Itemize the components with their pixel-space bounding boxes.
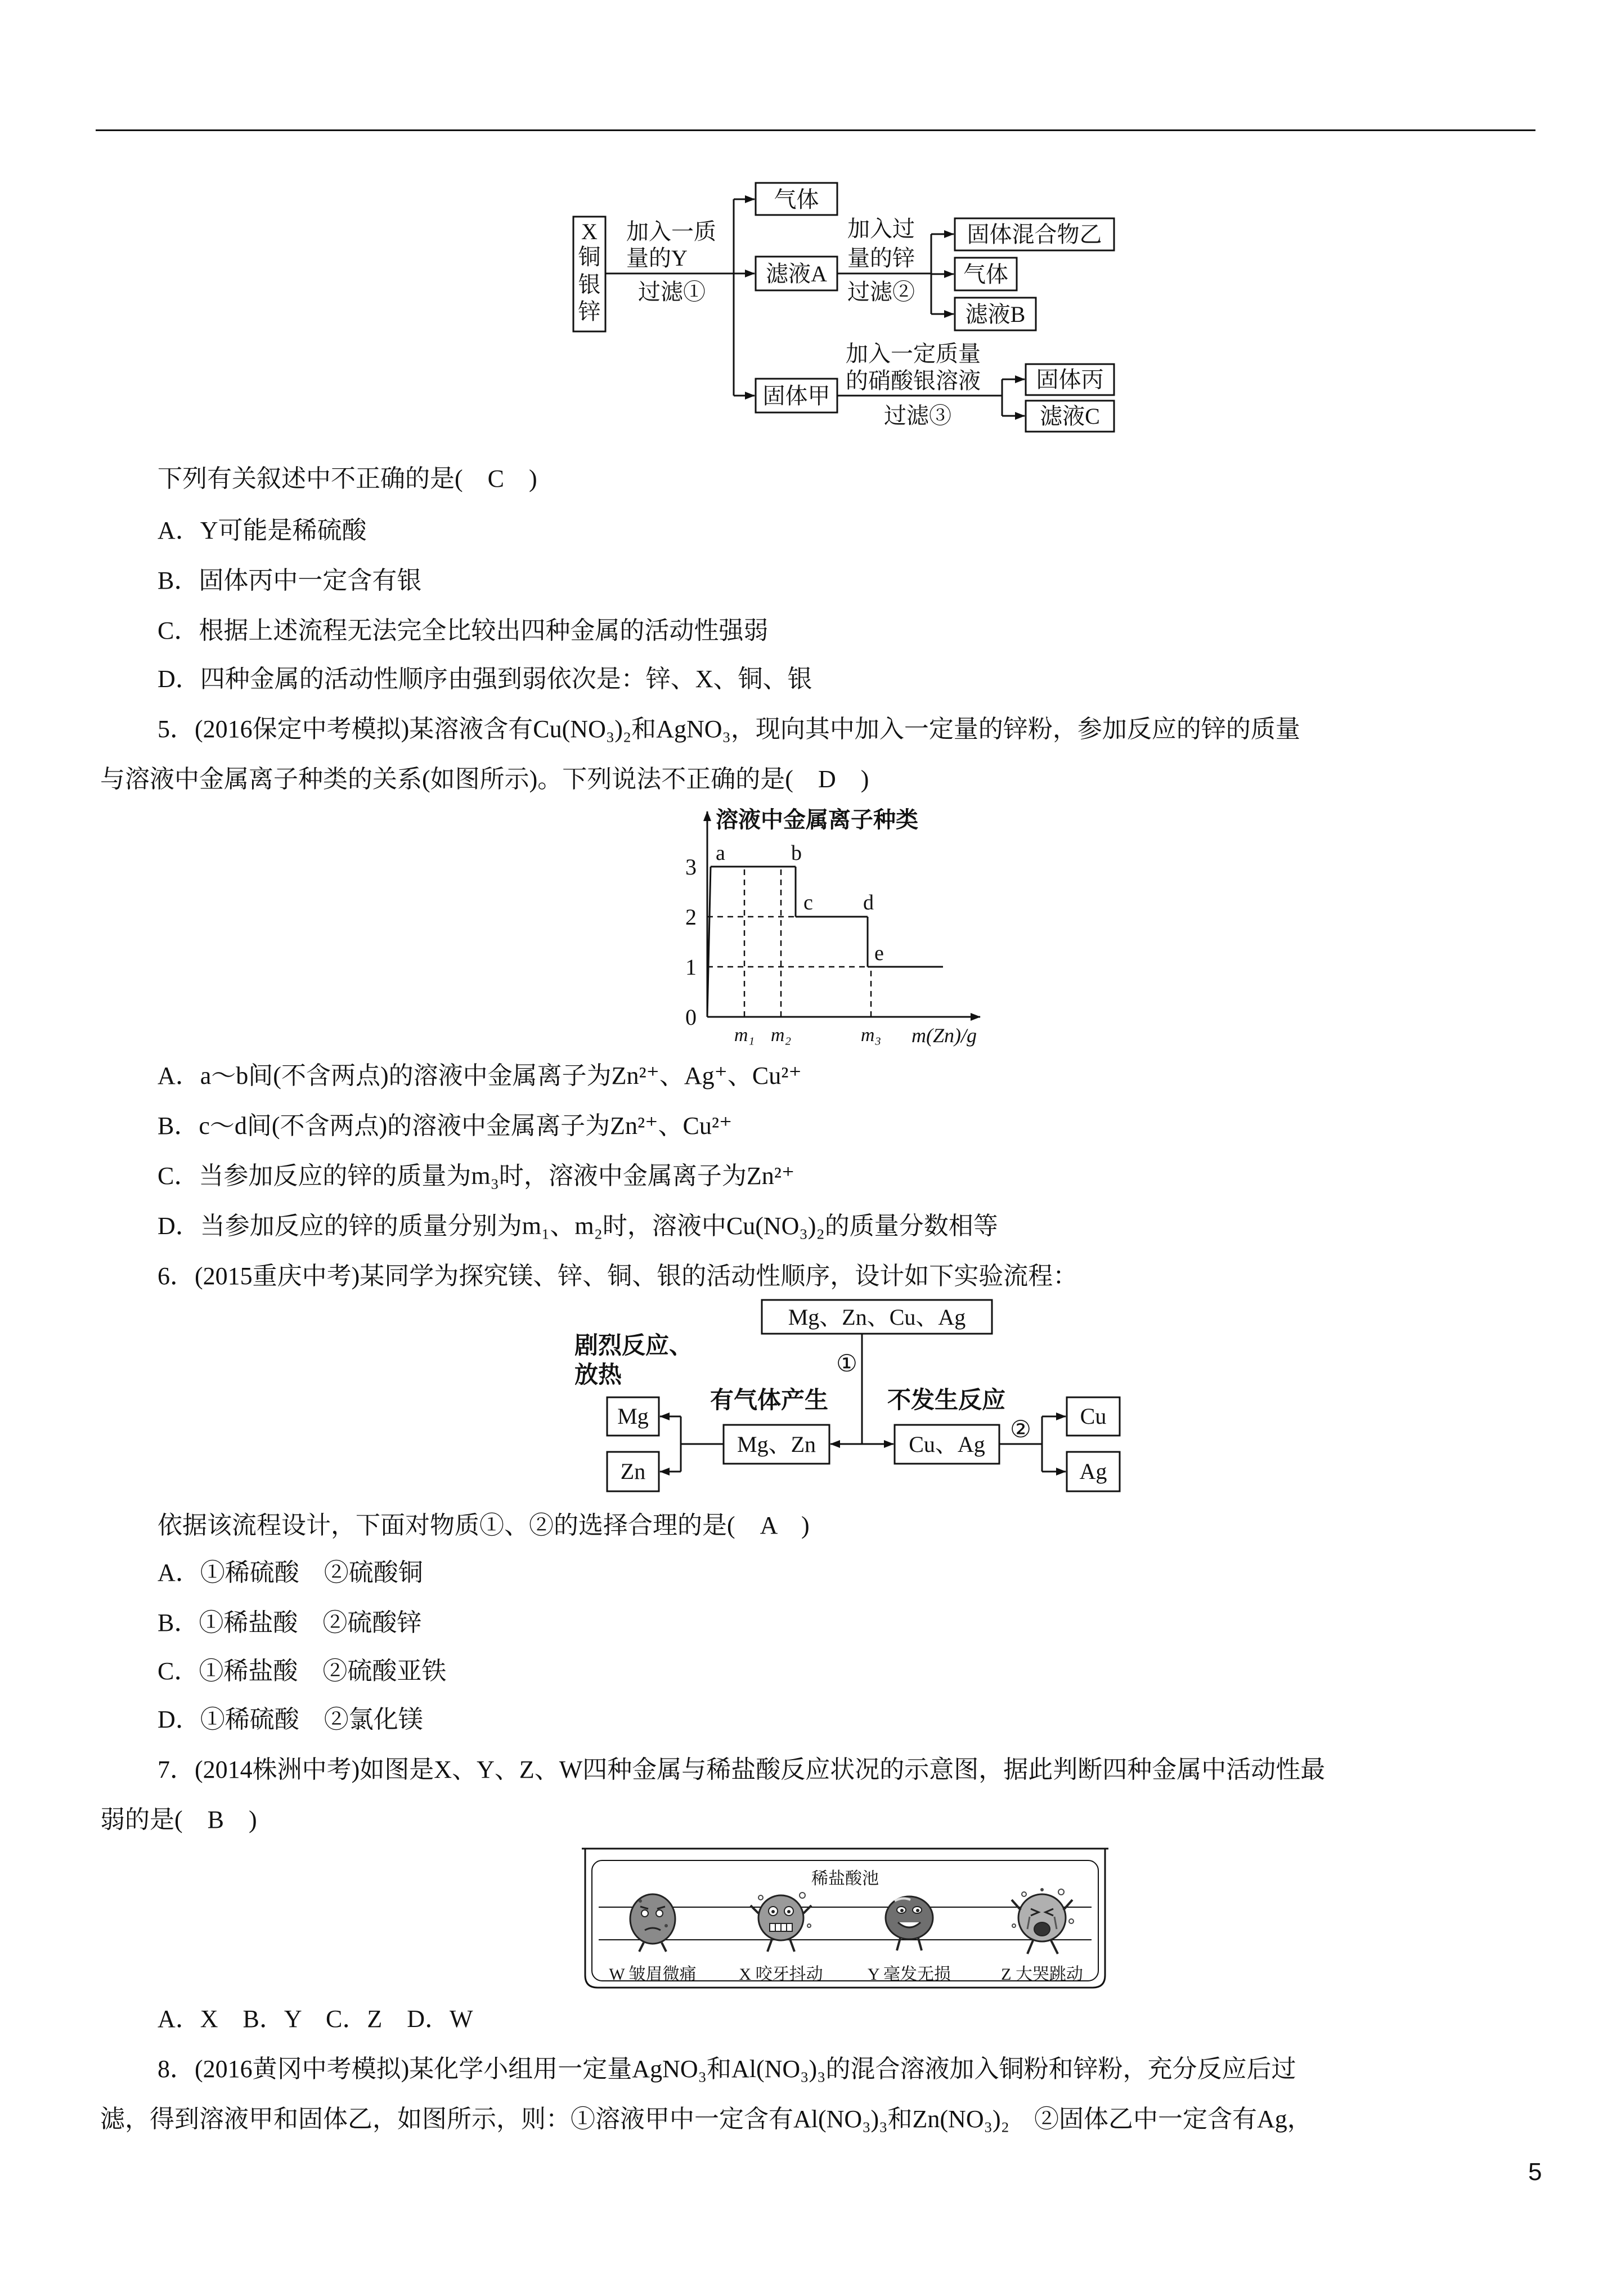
point-label-a: a xyxy=(716,841,725,865)
y-tick-label-2: 2 xyxy=(685,904,697,930)
point-label-c: c xyxy=(803,891,813,914)
q4-option-a: A．Y可能是稀硫酸 xyxy=(158,517,367,544)
mg-zn-label: Mg、Zn xyxy=(737,1432,816,1457)
q5-option-d: D．当参加反应的锌的质量分别为m₁、m₂时，溶液中Cu(NO₃)₂的质量分数相等 xyxy=(158,1212,998,1240)
header-rule xyxy=(96,129,1535,131)
q5-option-b: B．c～d间(不含两点)的溶液中金属离子为Zn²⁺、Cu²⁺ xyxy=(158,1112,733,1140)
page-number: 5 xyxy=(1528,2158,1542,2186)
violent-reaction-label: 剧烈反应、 xyxy=(574,1333,693,1359)
q5-option-a: A．a～b间(不含两点)的溶液中金属离子为Zn²⁺、Ag⁺、Cu²⁺ xyxy=(158,1062,802,1089)
heat-release-label: 放热 xyxy=(574,1362,622,1388)
q5-ion-chart xyxy=(647,799,1041,1058)
no-reaction-label: 不发生反应 xyxy=(887,1388,1006,1414)
gas2-label: 气体 xyxy=(963,262,1008,287)
step3-label-line2: 的硝酸银溶液 xyxy=(846,368,981,393)
x-tick-label-3: m₃ xyxy=(860,1025,882,1046)
reagent-2-label: ② xyxy=(1010,1417,1031,1443)
q5-option-c: C．当参加反应的锌的质量为m₃时，溶液中金属离子为Zn²⁺ xyxy=(158,1162,795,1190)
solid-jia-label: 固体甲 xyxy=(762,383,830,409)
step2-label-line2: 量的锌 xyxy=(847,245,915,271)
label-y: Y 毫发无损 xyxy=(867,1965,951,1984)
start-box-x: X xyxy=(581,219,598,244)
filtrate-c-label: 滤液C xyxy=(1040,403,1100,429)
y-axis-label: 溶液中金属离子种类 xyxy=(716,807,918,832)
metal-x-icon xyxy=(751,1893,811,1952)
step3-label-line3: 过滤③ xyxy=(884,403,951,428)
pool-title: 稀盐酸池 xyxy=(811,1869,879,1888)
q8-stem-line1: 8．(2016黄冈中考模拟)某化学小组用一定量AgNO₃和Al(NO₃)₃的混合溶液加入铜粉和锌粉，充分反应后过 xyxy=(158,2055,1296,2083)
step2-label-line3: 过滤② xyxy=(847,279,915,304)
q6-option-a: A．①稀硫酸 ②硫酸铜 xyxy=(158,1559,423,1586)
step3-label-line1: 加入一定质量 xyxy=(846,341,981,366)
q4-option-b: B．固体丙中一定含有银 xyxy=(158,567,422,594)
point-label-e: e xyxy=(874,941,884,965)
point-label-d: d xyxy=(863,891,874,914)
gas1-label: 气体 xyxy=(774,187,819,212)
cu-label: Cu xyxy=(1080,1403,1107,1429)
q4-option-c: C．根据上述流程无法完全比较出四种金属的活动性强弱 xyxy=(158,617,769,644)
q8-stem-line2: 滤，得到溶液甲和固体乙，如图所示，则：①溶液甲中一定含有Al(NO₃)₃和Zn(NO₃)₂ ②固体乙中一定含有Ag， xyxy=(100,2105,1312,2133)
y-tick-label-0: 0 xyxy=(685,1004,697,1030)
start-box-cu: 铜 xyxy=(578,244,601,270)
start-box-ag: 银 xyxy=(578,272,601,297)
gas-produced-label: 有气体产生 xyxy=(710,1388,829,1414)
q6-stem: 6．(2015重庆中考)某同学为探究镁、锌、铜、银的活动性顺序，设计如下实验流程： xyxy=(158,1262,1078,1290)
q6-flow-diagram xyxy=(563,1289,1125,1503)
metal-z-icon xyxy=(1012,1888,1074,1954)
q7-answer-options: A．X B．Y C．Z D．W xyxy=(158,2005,473,2033)
y-tick-label-1: 1 xyxy=(685,954,697,980)
label-x: X 咬牙抖动 xyxy=(739,1965,823,1984)
q4-flow-diagram xyxy=(563,169,1125,439)
label-w: W 皱眉微痛 xyxy=(609,1965,697,1984)
cu-ag-label: Cu、Ag xyxy=(909,1432,985,1457)
q7-acid-pool-figure xyxy=(582,1847,1108,1990)
q7-stem-line2: 弱的是( B ) xyxy=(100,1806,257,1833)
y-tick-label-3: 3 xyxy=(685,854,697,880)
point-label-b: b xyxy=(791,841,802,865)
zn-label: Zn xyxy=(620,1459,646,1484)
x-tick-label-2: m₂ xyxy=(770,1025,792,1046)
filtrate-b-label: 滤液B xyxy=(965,302,1026,327)
q4-option-d: D．四种金属的活动性顺序由强到弱依次是：锌、X、铜、银 xyxy=(158,665,812,693)
q5-stem-line1: 5．(2016保定中考模拟)某溶液含有Cu(NO₃)₂和AgNO₃，现向其中加入一定量的锌粉，参加反应的锌的质量 xyxy=(158,715,1300,743)
q6-option-d: D．①稀硫酸 ②氯化镁 xyxy=(158,1706,423,1733)
filtrate-a-label: 滤液A xyxy=(766,261,827,286)
solid-bing-label: 固体丙 xyxy=(1036,367,1104,392)
x-tick-label-1: m₁ xyxy=(734,1025,755,1046)
q6-question: 依据该流程设计，下面对物质①、②的选择合理的是( A ) xyxy=(158,1512,810,1539)
q4-stem: 下列有关叙述中不正确的是( C ) xyxy=(158,465,537,492)
reagent-1-label: ① xyxy=(836,1351,857,1377)
q6-option-c: C．①稀盐酸 ②硫酸亚铁 xyxy=(158,1657,447,1685)
label-z: Z 大哭跳动 xyxy=(1001,1965,1083,1984)
ag-label: Ag xyxy=(1079,1459,1107,1484)
step1-label-line3: 过滤① xyxy=(638,279,706,304)
step1-label-line1: 加入一质 xyxy=(626,219,716,244)
metal-w-icon xyxy=(630,1894,675,1952)
start-box-zn: 锌 xyxy=(578,299,601,324)
step2-label-line1: 加入过 xyxy=(847,216,915,241)
q7-stem-line1: 7．(2014株洲中考)如图是X、Y、Z、W四种金属与稀盐酸反应状况的示意图，据此判断四种金属中活动性最 xyxy=(158,1756,1326,1783)
q5-stem-line2: 与溶液中金属离子种类的关系(如图所示)。下列说法不正确的是( D ) xyxy=(100,765,869,793)
step1-label-line2: 量的Y xyxy=(626,245,688,271)
mg-label: Mg xyxy=(617,1403,649,1429)
solid-mix-yi-label: 固体混合物乙 xyxy=(967,222,1102,247)
q6-option-b: B．①稀盐酸 ②硫酸锌 xyxy=(158,1609,422,1636)
metals-label: Mg、Zn、Cu、Ag xyxy=(788,1304,966,1330)
x-axis-label: m(Zn)/g xyxy=(911,1024,977,1047)
metal-y-icon xyxy=(886,1896,933,1950)
